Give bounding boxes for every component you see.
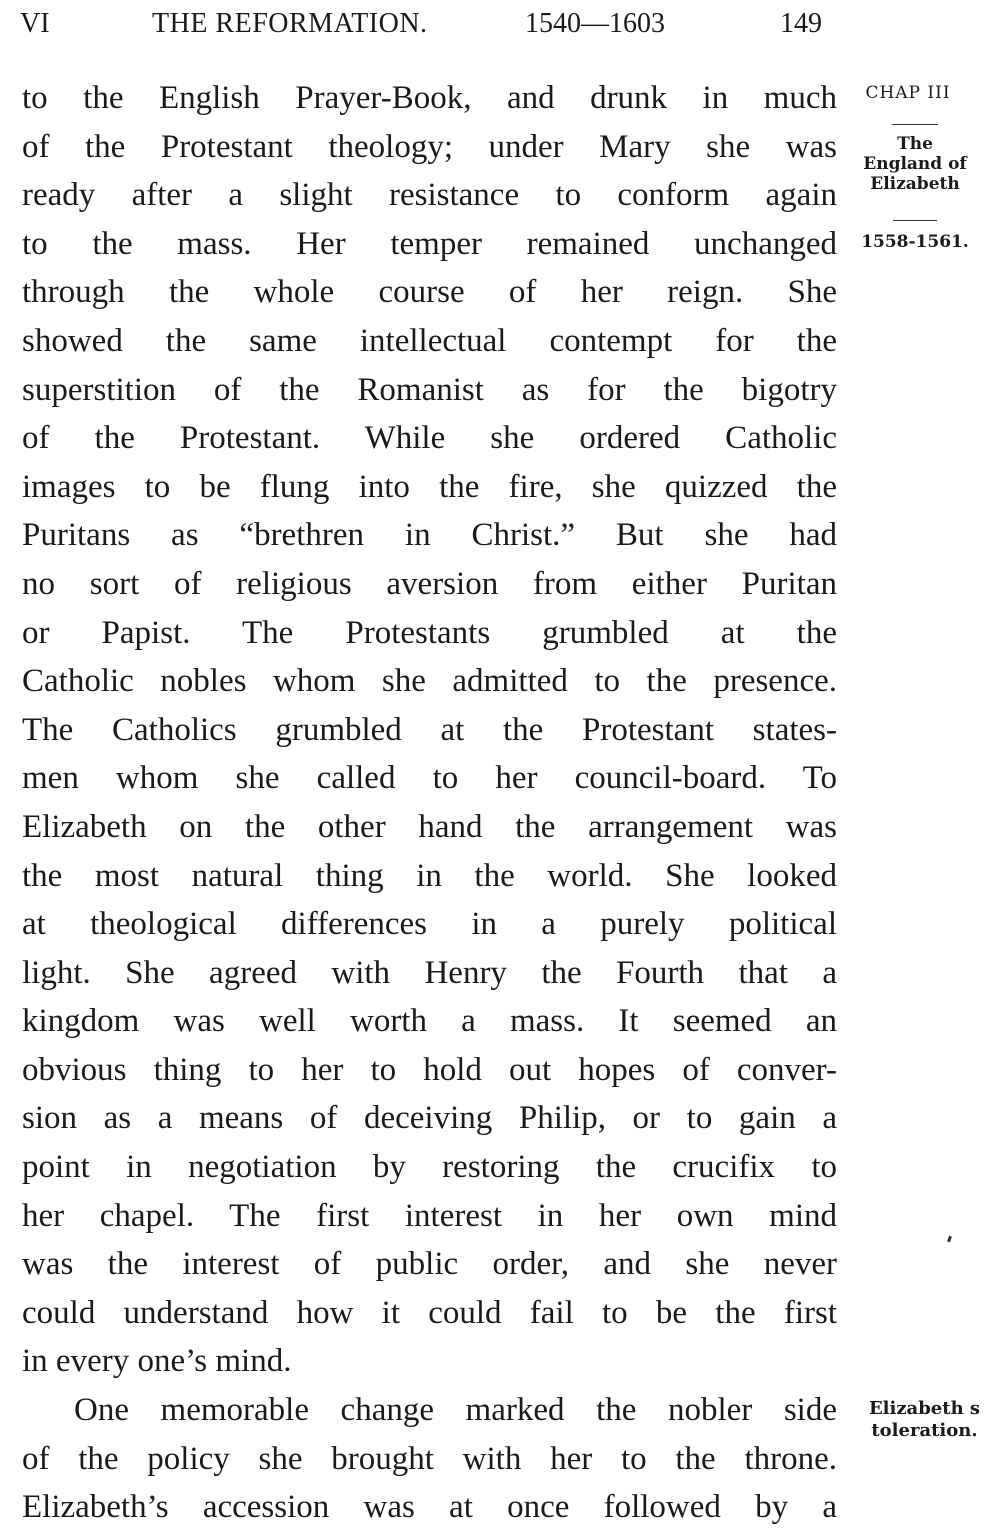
body-text xyxy=(22,74,837,1532)
paragraph-end-line: in every one’s mind. xyxy=(22,1343,292,1380)
margin-chapter: CHAP III xyxy=(865,83,951,103)
text-line: Catholic nobles whom she admitted to the presence. xyxy=(22,663,837,700)
text-line: or Papist. The Protestants grumbled at the xyxy=(22,614,837,651)
text-line: the most natural thing in the world. She looked xyxy=(22,857,837,894)
margin-years: 1558-1561. xyxy=(861,232,969,252)
text-line: ready after a slight resistance to conform again xyxy=(22,177,837,214)
text-line: Elizabeth’s accession was at once followed by a xyxy=(22,1489,837,1526)
margin-sidenote-line: toleration. xyxy=(871,1420,978,1441)
text-line: obvious thing to her to hold out hopes of conver- xyxy=(22,1051,837,1088)
page-number: 149 xyxy=(780,8,822,39)
header-title: THE REFORMATION. xyxy=(152,8,428,39)
margin-topic-line: England of xyxy=(863,154,967,174)
text-line: of the Protestant. While she ordered Catholic xyxy=(22,420,837,457)
text-line: Puritans as “brethren in Christ.” But she had xyxy=(22,517,837,554)
text-line: of the policy she brought with her to the throne. xyxy=(22,1440,837,1477)
text-line: showed the same intellectual contempt for the xyxy=(22,322,837,359)
text-line: Elizabeth on the other hand the arrangement was xyxy=(22,808,837,845)
text-line: kingdom was well worth a mass. It seemed an xyxy=(22,1003,837,1040)
header-dates: 1540—1603 xyxy=(525,8,665,39)
margin-rule xyxy=(893,220,937,221)
text-line: was the interest of public order, and she never xyxy=(22,1246,837,1283)
margin-rule xyxy=(892,124,938,125)
text-line: to the mass. Her temper remained unchanged xyxy=(22,225,837,262)
margin-sidenote-line: Elizabeth s xyxy=(868,1398,981,1419)
margin-topic-line: Elizabeth xyxy=(870,174,960,194)
text-line: sion as a means of deceiving Philip, or to gain a xyxy=(22,1100,837,1137)
margin-topic xyxy=(845,134,985,194)
text-line: men whom she called to her council-board. To xyxy=(22,760,837,797)
text-line: to the English Prayer-Book, and drunk in much xyxy=(22,80,837,116)
ink-speck xyxy=(947,1236,952,1243)
text-line: superstition of the Romanist as for the bigotry xyxy=(22,371,837,408)
text-line: through the whole course of her reign. She xyxy=(22,274,837,311)
text-line: images to be flung into the fire, she quizzed the xyxy=(22,468,837,505)
paragraph-start-line: One memorable change marked the nobler side xyxy=(74,1392,837,1429)
text-line: The Catholics grumbled at the Protestant states- xyxy=(22,711,837,748)
margin-sidenote xyxy=(852,1398,997,1442)
text-line: point in negotiation by restoring the crucifix to xyxy=(22,1149,837,1186)
header-chapter: VI xyxy=(20,8,50,39)
text-line: at theological differences in a purely political xyxy=(22,906,837,943)
text-line: no sort of religious aversion from either Puritan xyxy=(22,565,837,602)
text-line: of the Protestant theology; under Mary she was xyxy=(22,128,837,165)
text-line: light. She agreed with Henry the Fourth that a xyxy=(22,954,837,991)
text-line: could understand how it could fail to be the first xyxy=(22,1294,837,1331)
text-line: her chapel. The first interest in her own mind xyxy=(22,1197,837,1234)
margin-topic-line: The xyxy=(897,134,933,154)
running-header xyxy=(20,4,835,44)
